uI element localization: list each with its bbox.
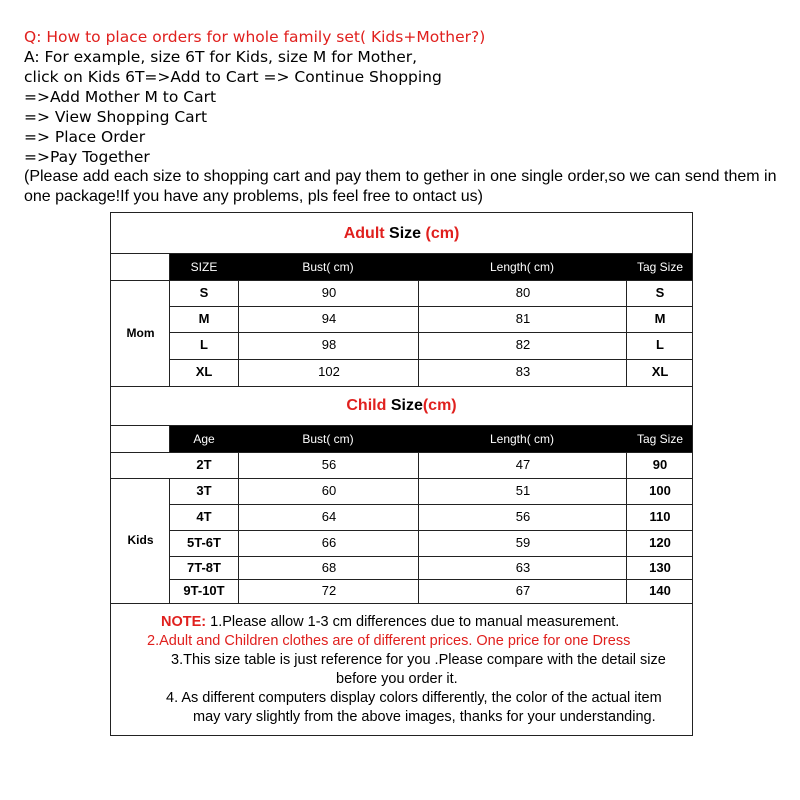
table-cell: 51 xyxy=(515,483,531,498)
table-cell: 72 xyxy=(321,583,337,598)
header-tag-size: Tag Size xyxy=(636,260,684,274)
table-cell: 98 xyxy=(321,337,337,352)
faq-answer-line: =>Add Mother M to Cart xyxy=(24,88,217,106)
header-length: Length( cm) xyxy=(489,432,555,446)
table-cell: 100 xyxy=(649,483,671,498)
kids-group-label: Kids xyxy=(127,533,154,547)
faq-answer-line: => Place Order xyxy=(24,128,146,146)
table-cell: 110 xyxy=(649,509,671,524)
header-bust: Bust( cm) xyxy=(302,260,354,274)
table-cell: 64 xyxy=(321,509,337,524)
header-size: SIZE xyxy=(190,260,218,274)
table-cell: 63 xyxy=(515,560,531,575)
table-cell: 4T xyxy=(196,509,212,524)
header-tag-size: Tag Size xyxy=(636,432,684,446)
size-table xyxy=(110,212,693,736)
table-cell: 102 xyxy=(318,364,340,379)
mom-group-label: Mom xyxy=(126,326,155,340)
table-cell: 80 xyxy=(515,285,531,300)
table-cell: M xyxy=(654,311,666,326)
table-cell: 120 xyxy=(649,535,671,550)
table-cell: 7T-8T xyxy=(187,560,221,575)
table-cell: 5T-6T xyxy=(187,535,221,550)
table-cell: XL xyxy=(651,364,669,379)
note-line-4a: 4. As different computers display colors differently, the color of the actual item xyxy=(166,690,662,706)
table-cell: 81 xyxy=(515,311,531,326)
table-cell: 2T xyxy=(196,457,212,472)
table-cell: 82 xyxy=(515,337,531,352)
header-age: Age xyxy=(193,432,215,446)
table-cell: L xyxy=(200,337,208,352)
table-cell: 59 xyxy=(515,535,531,550)
table-cell: 9T-10T xyxy=(183,583,225,598)
table-cell: 56 xyxy=(321,457,337,472)
header-length: Length( cm) xyxy=(489,260,555,274)
table-cell: 83 xyxy=(515,364,531,379)
table-cell: 67 xyxy=(515,583,531,598)
table-cell: 56 xyxy=(515,509,531,524)
note-line-4b: may vary slightly from the above images, thanks for your understanding. xyxy=(193,709,656,725)
faq-question: Q: How to place orders for whole family set( Kids+Mother?) xyxy=(24,28,486,46)
table-cell: 90 xyxy=(652,457,668,472)
table-cell: 3T xyxy=(196,483,212,498)
child-table-header xyxy=(170,426,692,452)
faq-answer-line: click on Kids 6T=>Add to Cart => Continue Shopping xyxy=(24,68,442,86)
note-line-3b: before you order it. xyxy=(336,671,458,687)
note-line-2: 2.Adult and Children clothes are of different prices. One price for one Dress xyxy=(147,633,631,649)
faq-intro xyxy=(24,27,794,207)
adult-size-title: Adult Size (cm) xyxy=(343,225,460,242)
table-cell: XL xyxy=(195,364,213,379)
table-cell: 130 xyxy=(649,560,671,575)
note-line-1: NOTE: 1.Please allow 1-3 cm differences due to manual measurement. xyxy=(161,614,620,630)
faq-note: (Please add each size to shopping cart and pay them to gether in one single order,so we can send them in one package!If you have any problems, pls feel free to ontact us) xyxy=(24,168,777,205)
table-cell: 66 xyxy=(321,535,337,550)
table-cell: 60 xyxy=(321,483,337,498)
adult-table-header xyxy=(170,254,692,280)
table-cell: S xyxy=(655,285,665,300)
header-bust: Bust( cm) xyxy=(302,432,354,446)
table-cell: 94 xyxy=(321,311,337,326)
faq-answer-line: => View Shopping Cart xyxy=(24,108,208,126)
faq-answer-line: A: For example, size 6T for Kids, size M for Mother, xyxy=(24,48,418,66)
table-cell: 140 xyxy=(649,583,671,598)
table-cell: S xyxy=(199,285,209,300)
table-cell: M xyxy=(198,311,210,326)
faq-answer-line: =>Pay Together xyxy=(24,148,150,166)
table-cell: L xyxy=(656,337,664,352)
child-size-title: Child Size(cm) xyxy=(346,397,457,414)
table-cell: 68 xyxy=(321,560,337,575)
note-line-3a: 3.This size table is just reference for you .Please compare with the detail size xyxy=(171,652,666,668)
table-cell: 90 xyxy=(321,285,337,300)
table-cell: 47 xyxy=(515,457,531,472)
